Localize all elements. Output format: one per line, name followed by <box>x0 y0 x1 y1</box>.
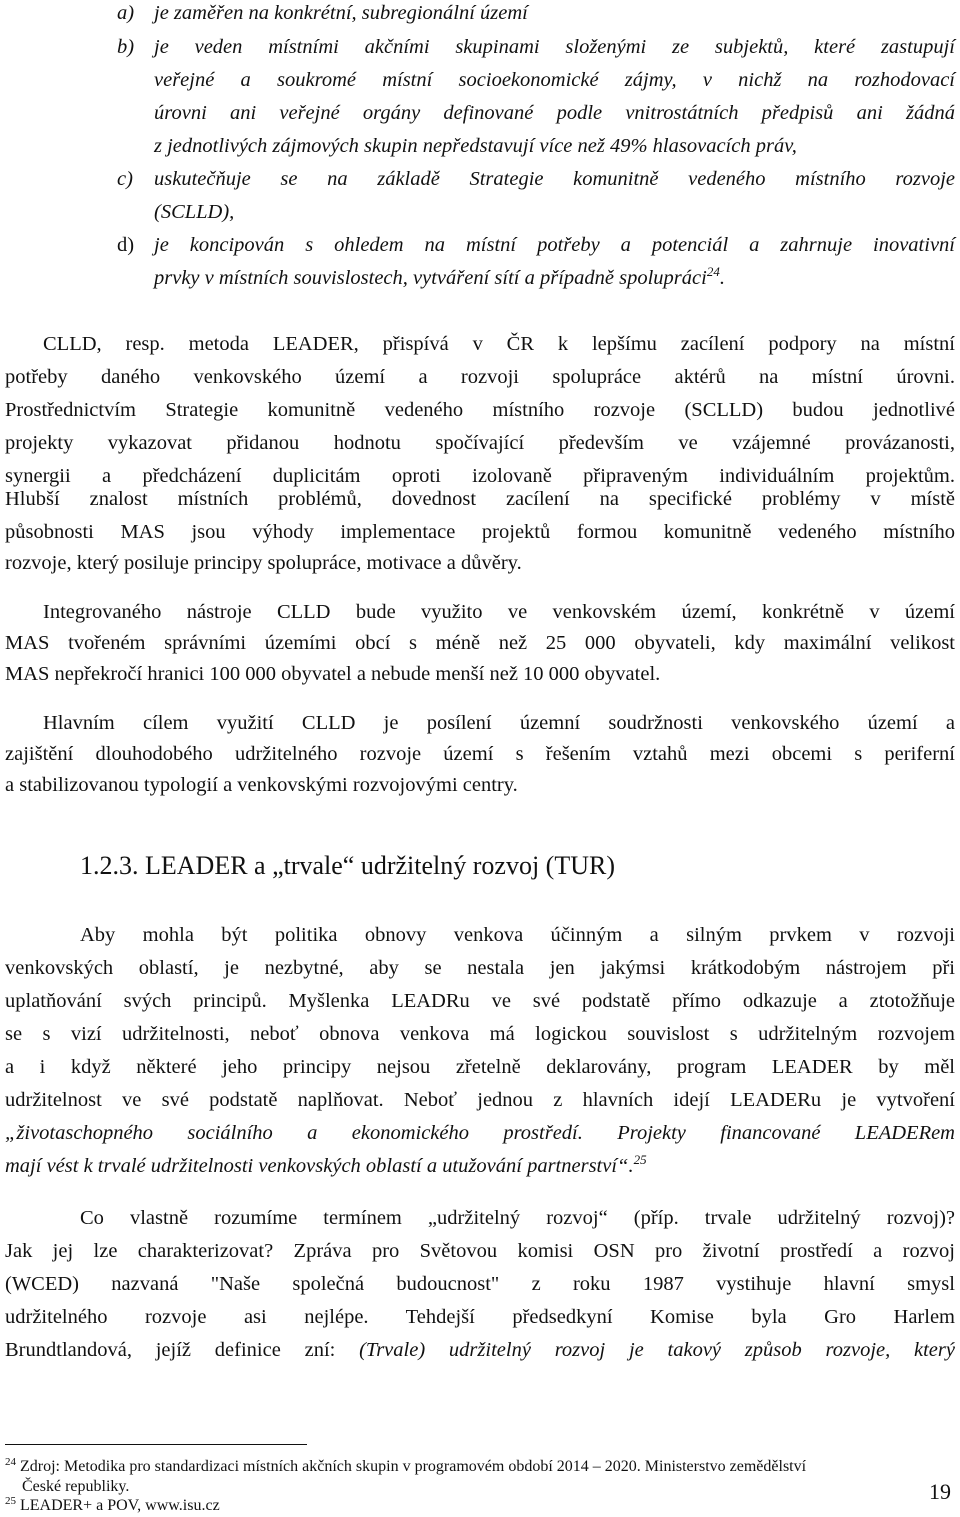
footnote-ref-24[interactable]: 24 <box>706 264 720 279</box>
page-number: 19 <box>929 1479 951 1504</box>
list-line: je veden místními akčními skupinami složenými ze subjektů, které zastupují <box>154 36 955 58</box>
text-line: Hlavním cílem využití CLLD je posílení územní soudržnosti venkovského území a <box>43 712 955 734</box>
list-line: je zaměřen na konkrétní, subregionální území <box>154 2 528 24</box>
text-line: a i když některé jeho principy nejsou zřetelně deklarovány, program LEADER by měl <box>5 1056 955 1078</box>
text-line: uplatňování svých principů. Myšlenka LEADRu ve své podstatě přímo odkazuje a ztotožňuje <box>5 990 955 1012</box>
list-marker: c) <box>117 168 133 190</box>
list-line: úrovni ani veřejné orgány definované podle vnitrostátních předpisů ani žádná <box>154 102 955 124</box>
section-heading: 1.2.3. LEADER a „trvale“ udržitelný rozvoj (TUR) <box>80 851 615 880</box>
list-line: uskutečňuje se na základě Strategie komunitně vedeného místního rozvoje <box>154 168 955 190</box>
list-line: z jednotlivých zájmových skupin nepředstavují více než 49% hlasovacích práv, <box>154 135 797 157</box>
text-line: potřeby daného venkovského území a rozvoji spolupráce aktérů na místní úrovni. <box>5 366 955 388</box>
list-line: (SCLLD), <box>154 201 235 223</box>
text-line: venkovských oblastí, je nezbytné, aby se nestala jen jakýmsi krátkodobým nástrojem při <box>5 957 955 979</box>
footnote-number: 24 <box>5 1456 16 1468</box>
text-line: udržitelného rozvoje asi nejlépe. Tehdejší předsedkyní Komise byla Gro Harlem <box>5 1306 955 1328</box>
list-marker: b) <box>117 36 135 58</box>
list-marker: d) <box>117 234 135 256</box>
text-line: MAS tvořeném správními územími obcí s méně než 25 000 obyvateli, kdy maximální velikost <box>5 632 955 654</box>
definition-quote: (Trvale) udržitelný rozvoj je takový způsob rozvoje, který <box>359 1339 955 1361</box>
text-line: Aby mohla být politika obnovy venkova účinným a silným prvkem v rozvoji <box>80 924 955 946</box>
text-line: udržitelnost ve své podstatě naplňovat. Neboť jednou z hlavních idejí LEADERu je vytvoření <box>5 1089 955 1111</box>
footnote-line: České republiky. <box>22 1478 130 1495</box>
quote-line: „životaschopného sociálního a ekonomického prostředí. Projekty financované LEADERem <box>5 1122 955 1144</box>
text-line: a stabilizovanou typologií a venkovskými rozvojovými centry. <box>5 774 518 796</box>
list-marker: a) <box>117 2 135 24</box>
text-line: Hlubší znalost místních problémů, dovednost zacílení na specifické problémy v místě <box>5 488 955 510</box>
footnote-link[interactable]: LEADER+ a POV, www.isu.cz <box>20 1497 220 1514</box>
text-line: Prostřednictvím Strategie komunitně vedeného místního rozvoje (SCLLD) budou jednotlivé <box>5 399 955 421</box>
footnote-separator <box>5 1444 307 1445</box>
list-line: je koncipován s ohledem na místní potřeby a potenciál a zahrnuje inovativní <box>154 234 955 256</box>
text-line: působnosti MAS jsou výhody implementace projektů formou komunitně vedeného místního <box>5 521 955 543</box>
quote-line-last: mají vést k trvalé udržitelnosti venkovských oblastí a utužování partnerství“.$^{25}$ <box>5 1152 647 1177</box>
footnote-ref-25[interactable]: 25 <box>633 1152 647 1167</box>
text-line: rozvoje, který posiluje principy spolupráce, motivace a důvěry. <box>5 552 522 574</box>
text-line: CLLD, resp. metoda LEADER, přispívá v ČR k lepšímu zacílení podpory na místní <box>43 333 955 355</box>
text-line: (WCED) nazvaná "Naše společná budoucnost" z roku 1987 vystihuje hlavní smysl <box>5 1273 955 1295</box>
list-line: prvky v místních souvislostech, vytváření sítí a případně spolupráci <box>154 267 707 289</box>
text-line: projekty vykazovat přidanou hodnotu spočívající především ve vzájemné provázanosti, <box>5 432 955 454</box>
text-line: Co vlastně rozumíme termínem „udržitelný rozvoj“ (příp. trvale udržitelný rozvoj)? <box>80 1207 955 1229</box>
text-line: MAS nepřekročí hranici 100 000 obyvatel a nebude menší než 10 000 obyvatel. <box>5 663 661 685</box>
text-line: zajištění dlouhodobého udržitelného rozvoje území s řešením vztahů mezi obcemi s periferní <box>5 743 955 765</box>
list-line: veřejné a soukromé místní socioekonomické zájmy, v nichž na rozhodovací <box>154 69 955 91</box>
quote-line: mají vést k trvalé udržitelnosti venkovských oblastí a utužování partnerství“ <box>5 1155 629 1177</box>
list-line-last: prvky v místních souvislostech, vytváření sítí a případně spolupráci$^{24}$. <box>154 264 725 289</box>
text-line-mixed: Brundtlandová, jejíž definice zní: (Trvale) udržitelný rozvoj je takový způsob rozvoje, který <box>5 1339 955 1361</box>
text-line: Integrovaného nástroje CLLD bude využito ve venkovském území, konkrétně v území <box>43 601 955 623</box>
footnote-line <box>5 1495 220 1517</box>
text-line: synergii a předcházení duplicitám oproti izolovaně připraveným individuálním projektům. <box>5 465 955 487</box>
footnote-line: $^{24}$ Zdroj: Metodika pro standardizaci místních akčních skupin v programovém období 2014 – 2020. Ministerstvo zemědělství <box>5 1456 807 1475</box>
text-line: Jak jej lze charakterizovat? Zpráva pro Světovou komisi OSN pro životní prostředí a rozvoj <box>5 1240 955 1262</box>
footnote-number: 25 <box>5 1495 16 1507</box>
text-line: se s vizí udržitelnosti, neboť obnova venkova má logickou souvislost s udržitelným rozvojem <box>5 1023 955 1045</box>
